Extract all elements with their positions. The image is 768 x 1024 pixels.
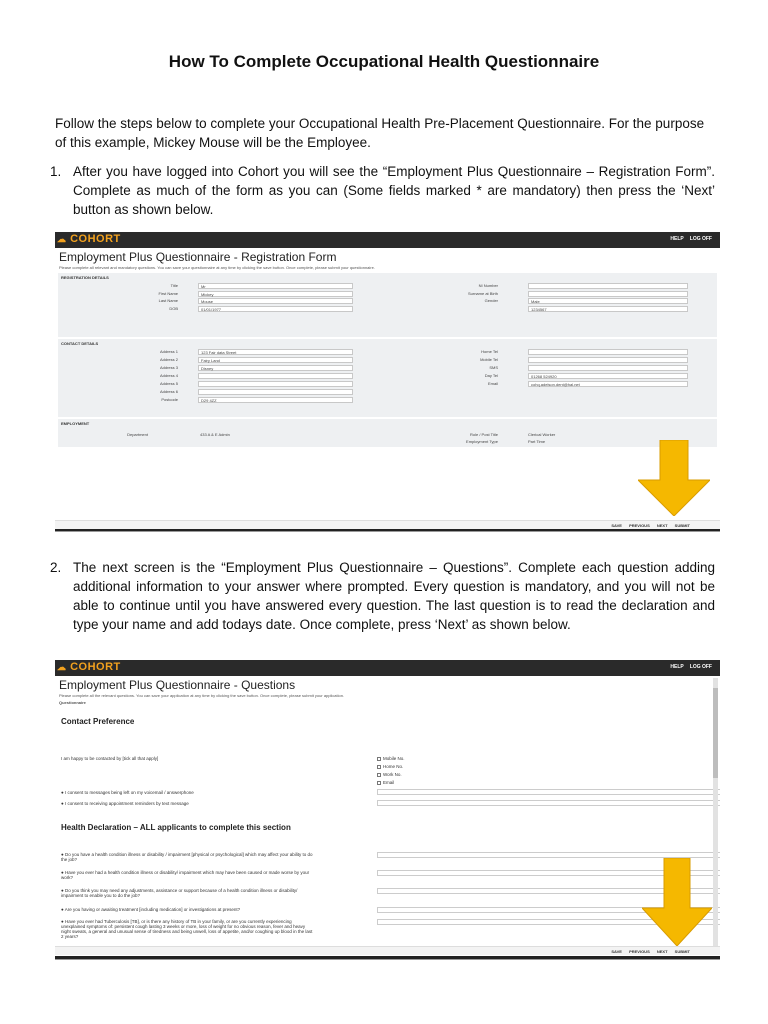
section-label: Questionnaire xyxy=(59,700,86,705)
contact-field-input[interactable] xyxy=(198,373,353,379)
contact-field-label: Email xyxy=(487,381,498,386)
contact-field-label: Address 3 xyxy=(159,365,178,370)
checkbox-email[interactable]: Email xyxy=(377,780,394,785)
department-value: 433 A & E Admin xyxy=(200,432,230,437)
contact-field-label: Address 2 xyxy=(159,357,178,362)
form-subtext: Please complete all the relevant questions. You can save your application at any time by clicking the save button. Once complete, please submit your application. xyxy=(59,693,345,698)
question-text-message: ● I consent to receiving appointment reminders by text message xyxy=(61,801,189,806)
role-value: Clerical Worker xyxy=(528,432,556,437)
help-link[interactable]: HELP xyxy=(670,236,684,242)
contact-field-input[interactable] xyxy=(528,357,688,363)
contact-field-input[interactable]: D29 4ZZ xyxy=(198,397,353,403)
question-1: ● Do you have a health condition illness or disability / impairment [physical or psychological] which may affect your ability to do the job? xyxy=(61,852,313,862)
contact-preference-heading: Contact Preference xyxy=(61,717,135,726)
contact-panel xyxy=(58,339,717,417)
registration-panel xyxy=(58,273,717,337)
registration-field-label: Last Name xyxy=(158,298,178,303)
contact-field-label: Home Tel xyxy=(481,349,498,354)
contact-field-label: Address 5 xyxy=(159,381,178,386)
registration-field-input[interactable]: Male xyxy=(528,298,688,304)
registration-field-input[interactable]: Mr xyxy=(198,283,353,289)
question-5: ● Have you ever had Tuberculosis [TB], or is there any history of TB in your family, or are you currently experiencing unexplained symptoms of: persistent cough lasting 3 weeks or more, loss of weight for no obvious reason, fever and heavy night sweats, a general and unusual sense of tiredness and being unwell, loss of appetite, and/or coughing up blood in the last 2 years? xyxy=(61,919,313,939)
question-3: ● Do you think you may need any adjustments, assistance or support because of a health condition illness or disability/ impairment to enable you to do the job? xyxy=(61,888,298,898)
footer-strip xyxy=(55,529,720,532)
contact-field-label: Address 4 xyxy=(159,373,178,378)
form-heading: Employment Plus Questionnaire - Registration Form xyxy=(59,250,337,264)
cohort-logo: ☁ COHORT xyxy=(57,233,121,245)
app-topbar xyxy=(55,660,720,676)
page-title: How To Complete Occupational Health Questionnaire xyxy=(168,52,600,71)
health-declaration-heading: Health Declaration – ALL applicants to complete this section xyxy=(61,823,291,832)
contact-field-input[interactable] xyxy=(528,349,688,355)
next-button[interactable]: NEXT xyxy=(656,523,668,528)
question-contact: I am happy to be contacted by [tick all that apply] xyxy=(61,756,159,761)
step-text: The next screen is the “Employment Plus Questionnaire – Questions”. Complete each question adding additional information to your answer where prompted. Every question is mandatory, and you will not be able to continue until you have answered every question. The last question is to read the declaration and type your name and add todays date. Once complete, press ‘Next’ as shown below. xyxy=(73,560,715,632)
form-heading: Employment Plus Questionnaire - Questions xyxy=(59,678,296,692)
contact-field-input[interactable]: Disney xyxy=(198,365,353,371)
contact-field-label: Mobile Tel xyxy=(480,357,498,362)
checkbox-work[interactable]: Work No. xyxy=(377,772,402,777)
contact-field-label: Address 6 xyxy=(159,389,178,394)
logoff-link[interactable]: LOG OFF xyxy=(689,236,712,242)
contact-field-input[interactable] xyxy=(528,365,688,371)
down-arrow-icon xyxy=(638,440,710,516)
registration-form-screenshot xyxy=(55,232,720,532)
previous-button[interactable]: PREVIOUS xyxy=(629,523,650,528)
step-number: 2. xyxy=(50,560,62,575)
scrollbar[interactable] xyxy=(713,678,718,948)
contact-field-label: Postcode xyxy=(161,397,178,402)
step-2 xyxy=(50,558,715,634)
contact-field-input[interactable]: 123 Fair data Street xyxy=(198,349,353,355)
registration-field-label: Surname at Birth xyxy=(467,290,498,296)
registration-field-input[interactable]: 1234567 xyxy=(528,306,688,312)
action-bar xyxy=(55,520,720,529)
role-label: Role / Post Title xyxy=(469,432,498,437)
form-subtext: Please complete all relevant and mandatory questions. You can save your questionnaire at any time by clicking the save button. Once complete, please submit your questionnaire. xyxy=(59,265,375,270)
intro-paragraph: Follow the steps below to complete your Occupational Health Pre-Placement Questionnaire. For the purpose of this example, Mickey Mouse will be the Employee. xyxy=(55,116,705,150)
step-1 xyxy=(50,162,715,219)
questions-screenshot xyxy=(55,660,720,960)
scrollbar-thumb[interactable] xyxy=(713,688,718,778)
contact-field-label: Address 1 xyxy=(159,349,178,354)
registration-field-input[interactable]: Mickey xyxy=(198,291,353,297)
registration-field-input[interactable] xyxy=(528,291,688,297)
step-number: 1. xyxy=(50,164,62,179)
contact-field-label: SMS xyxy=(489,365,498,370)
app-topbar xyxy=(55,232,720,248)
question-4: ● Are you having or awaiting treatment [including medication] or investigations at present? xyxy=(61,907,241,912)
employment-type-value: Part Time xyxy=(528,439,546,444)
panel-title: REGISTRATION DETAILS xyxy=(61,275,109,280)
contact-field-input[interactable]: Fairy Land xyxy=(198,357,353,363)
department-label: Department xyxy=(127,432,148,437)
next-button[interactable]: NEXT xyxy=(656,949,668,954)
registration-field-label: First Name xyxy=(158,290,178,296)
contact-field-input[interactable] xyxy=(198,389,353,395)
voicemail-select[interactable] xyxy=(377,789,720,795)
previous-button[interactable]: PREVIOUS xyxy=(629,949,650,954)
question-2: ● Have you ever had a health condition illness or disability/ impairment which may have been caused or made worse by your work? xyxy=(61,870,310,880)
employment-type-label: Employment Type xyxy=(466,439,498,444)
registration-field-label: NI Number xyxy=(478,283,498,288)
save-button[interactable]: SAVE xyxy=(611,949,622,954)
contact-field-label: Day Tel xyxy=(484,373,498,378)
panel-title: CONTACT DETAILS xyxy=(61,341,99,346)
text-message-select[interactable] xyxy=(377,800,720,806)
registration-field-label: Title xyxy=(170,283,178,288)
save-button[interactable]: SAVE xyxy=(611,523,622,528)
employment-panel xyxy=(58,419,717,447)
checkbox-mobile[interactable]: Mobile No. xyxy=(377,756,405,761)
cohort-logo: ☁ COHORT xyxy=(57,661,121,673)
registration-field-input[interactable] xyxy=(528,283,688,289)
step-text: After you have logged into Cohort you will see the “Employment Plus Questionnaire – Registration Form”. Complete as much of the form as you can (Some fields marked * are mandatory) then press the ‘Next’ button as shown below. xyxy=(73,164,715,217)
contact-field-input[interactable]: cohq.adelson.dent@hal.net xyxy=(528,381,688,387)
registration-field-label: DOB xyxy=(169,305,178,311)
footer-strip xyxy=(55,956,720,960)
help-link[interactable]: HELP xyxy=(670,664,684,670)
action-bar xyxy=(55,946,720,955)
logoff-link[interactable]: LOG OFF xyxy=(689,664,712,670)
contact-field-input[interactable]: 01268 524920 xyxy=(528,373,688,379)
registration-field-label: Gender xyxy=(484,298,498,303)
registration-field-input[interactable]: 01/01/1977 xyxy=(198,306,353,312)
submit-button[interactable]: SUBMIT xyxy=(674,949,690,954)
submit-button[interactable]: SUBMIT xyxy=(674,523,690,528)
registration-field-input[interactable]: Mouse xyxy=(198,298,353,304)
contact-field-input[interactable] xyxy=(198,381,353,387)
checkbox-home[interactable]: Home No. xyxy=(377,764,403,769)
panel-title: EMPLOYMENT xyxy=(61,421,90,426)
down-arrow-icon xyxy=(642,858,712,946)
question-voicemail: ● I consent to messages being left on my voicemail / answerphone xyxy=(61,790,194,795)
